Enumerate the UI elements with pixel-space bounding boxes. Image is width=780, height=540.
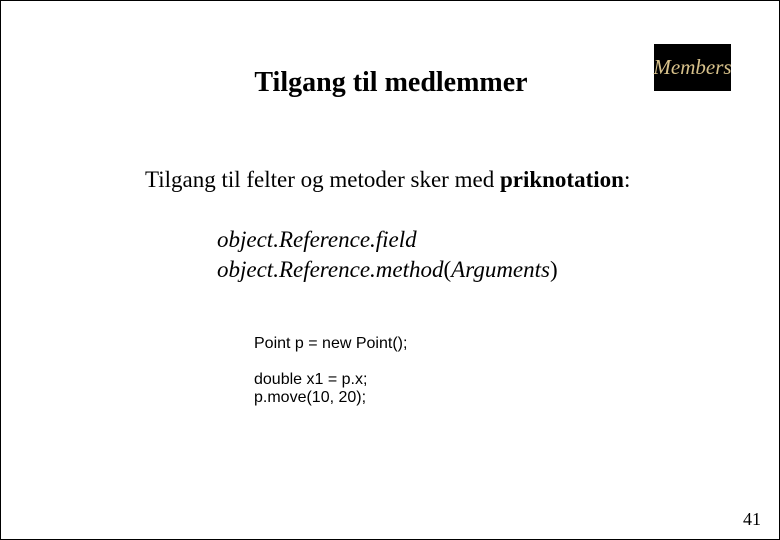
code-line: double x1 = p.x; xyxy=(254,371,368,388)
intro-bold-term: priknotation xyxy=(499,167,624,192)
syntax-method-name: object.Reference.method xyxy=(217,257,444,282)
syntax-block xyxy=(217,225,558,285)
code-line: Point p = new Point(); xyxy=(254,335,408,352)
syntax-close-paren: ) xyxy=(549,257,558,282)
page-number: 41 xyxy=(743,509,761,529)
syntax-arguments: Arguments xyxy=(451,257,550,282)
code-block-1 xyxy=(254,335,407,353)
code-line: p.move(10, 20); xyxy=(254,389,367,406)
members-logo xyxy=(654,44,731,91)
code-block-2 xyxy=(254,371,367,407)
intro-prefix: Tilgang til felter og metoder sker med xyxy=(145,167,500,192)
syntax-open-paren: ( xyxy=(443,257,452,282)
intro-suffix: : xyxy=(623,167,631,192)
intro-text xyxy=(145,165,630,195)
syntax-line-method xyxy=(217,255,558,285)
slide-title: Tilgang til medlemmer xyxy=(254,67,528,98)
logo-text: Members xyxy=(653,55,732,79)
syntax-line-field: object.Reference.field xyxy=(217,227,417,252)
